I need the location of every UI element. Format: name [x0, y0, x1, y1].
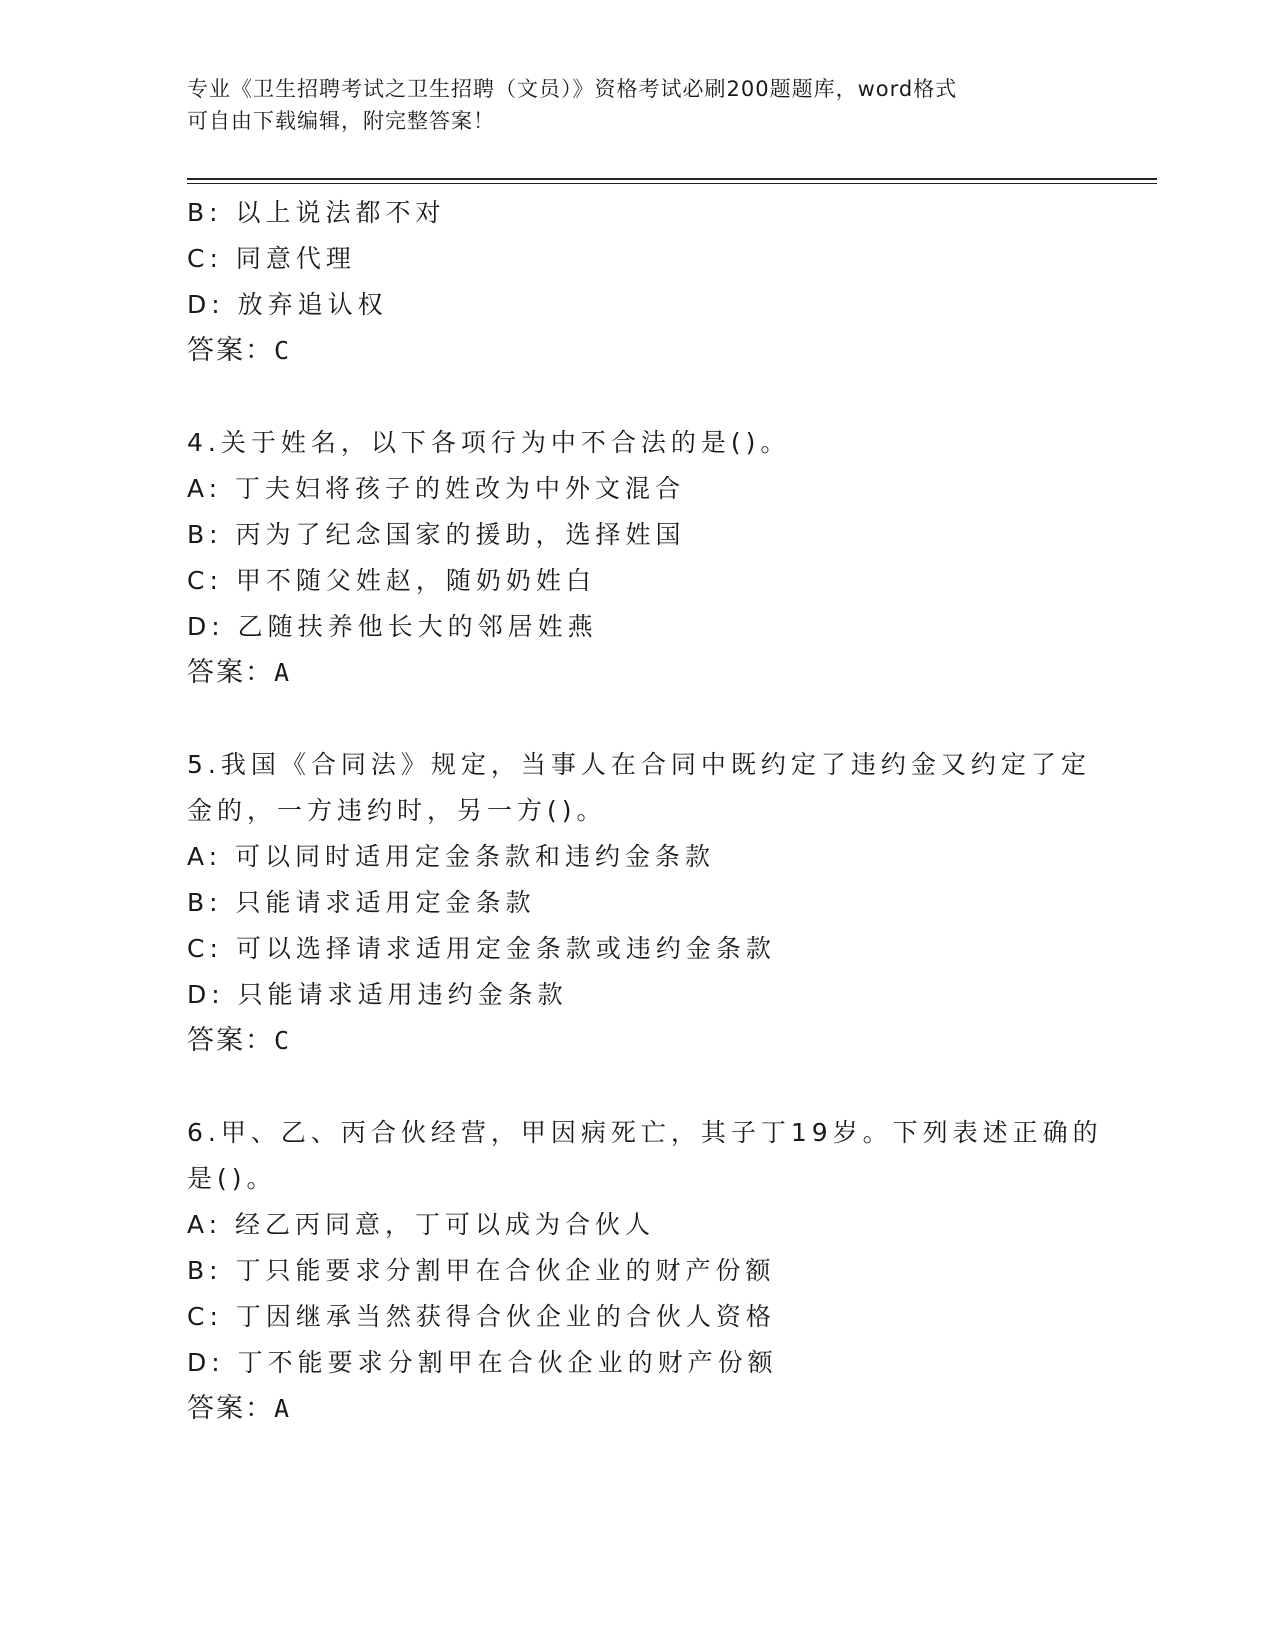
- answer-line: [187, 328, 1087, 374]
- answer-label: 答案：: [187, 335, 274, 366]
- answer-value: C: [274, 336, 292, 365]
- option-b: B: 以上说法都不对: [187, 198, 446, 227]
- answer-label: 答案：: [187, 1025, 274, 1056]
- question-stem-line-1: 5.我国《合同法》规定，当事人在合同中既约定了违约金又约定了定: [187, 750, 1091, 779]
- option-d: D: 乙随扶养他长大的邻居姓燕: [187, 612, 598, 641]
- option-b: B: 只能请求适用定金条款: [187, 888, 536, 917]
- header-divider-thick: [187, 178, 1157, 180]
- question-3-continued: [187, 190, 1087, 374]
- question-stem-line-2: 是()。: [187, 1164, 277, 1193]
- answer-label: 答案：: [187, 1393, 274, 1424]
- answer-label: 答案：: [187, 657, 274, 688]
- option-a: A: 丁夫妇将孩子的姓改为中外文混合: [187, 474, 686, 503]
- option-c: C: 同意代理: [187, 244, 356, 273]
- header-title-line-2: 可自由下载编辑，附完整答案！: [187, 109, 495, 133]
- answer-value: C: [274, 1026, 292, 1055]
- answer-line: [187, 1386, 1087, 1432]
- question-list: [187, 190, 1103, 1432]
- question-5: [187, 742, 1091, 1064]
- question-stem-line-1: 6.甲、乙、丙合伙经营，甲因病死亡，其子丁19岁。下列表述正确的: [187, 1118, 1103, 1147]
- option-b: B: 丙为了纪念国家的援助，选择姓国: [187, 520, 686, 549]
- header-title-line-1: 专业《卫生招聘考试之卫生招聘（文员）》资格考试必刷200题题库，word格式: [187, 77, 958, 101]
- question-6: [187, 1110, 1103, 1432]
- answer-value: A: [274, 658, 292, 687]
- option-d: D: 只能请求适用违约金条款: [187, 980, 568, 1009]
- question-4: [187, 420, 1087, 696]
- option-a: A: 经乙丙同意，丁可以成为合伙人: [187, 1210, 656, 1239]
- option-a: A: 可以同时适用定金条款和违约金条款: [187, 842, 716, 871]
- answer-line: [187, 650, 1087, 696]
- option-d: D: 丁不能要求分割甲在合伙企业的财产份额: [187, 1348, 778, 1377]
- option-b: B: 丁只能要求分割甲在合伙企业的财产份额: [187, 1256, 776, 1285]
- document-header: [187, 73, 1087, 137]
- option-c: C: 甲不随父姓赵，随奶奶姓白: [187, 566, 596, 595]
- answer-value: A: [274, 1394, 292, 1423]
- header-divider-thin: [187, 183, 1157, 184]
- answer-line: [187, 1018, 1087, 1064]
- question-stem: 4.关于姓名，以下各项行为中不合法的是()。: [187, 428, 791, 457]
- option-d: D: 放弃追认权: [187, 290, 388, 319]
- option-c: C: 丁因继承当然获得合伙企业的合伙人资格: [187, 1302, 776, 1331]
- question-stem-line-2: 金的，一方违约时，另一方()。: [187, 796, 607, 825]
- option-c: C: 可以选择请求适用定金条款或违约金条款: [187, 934, 776, 963]
